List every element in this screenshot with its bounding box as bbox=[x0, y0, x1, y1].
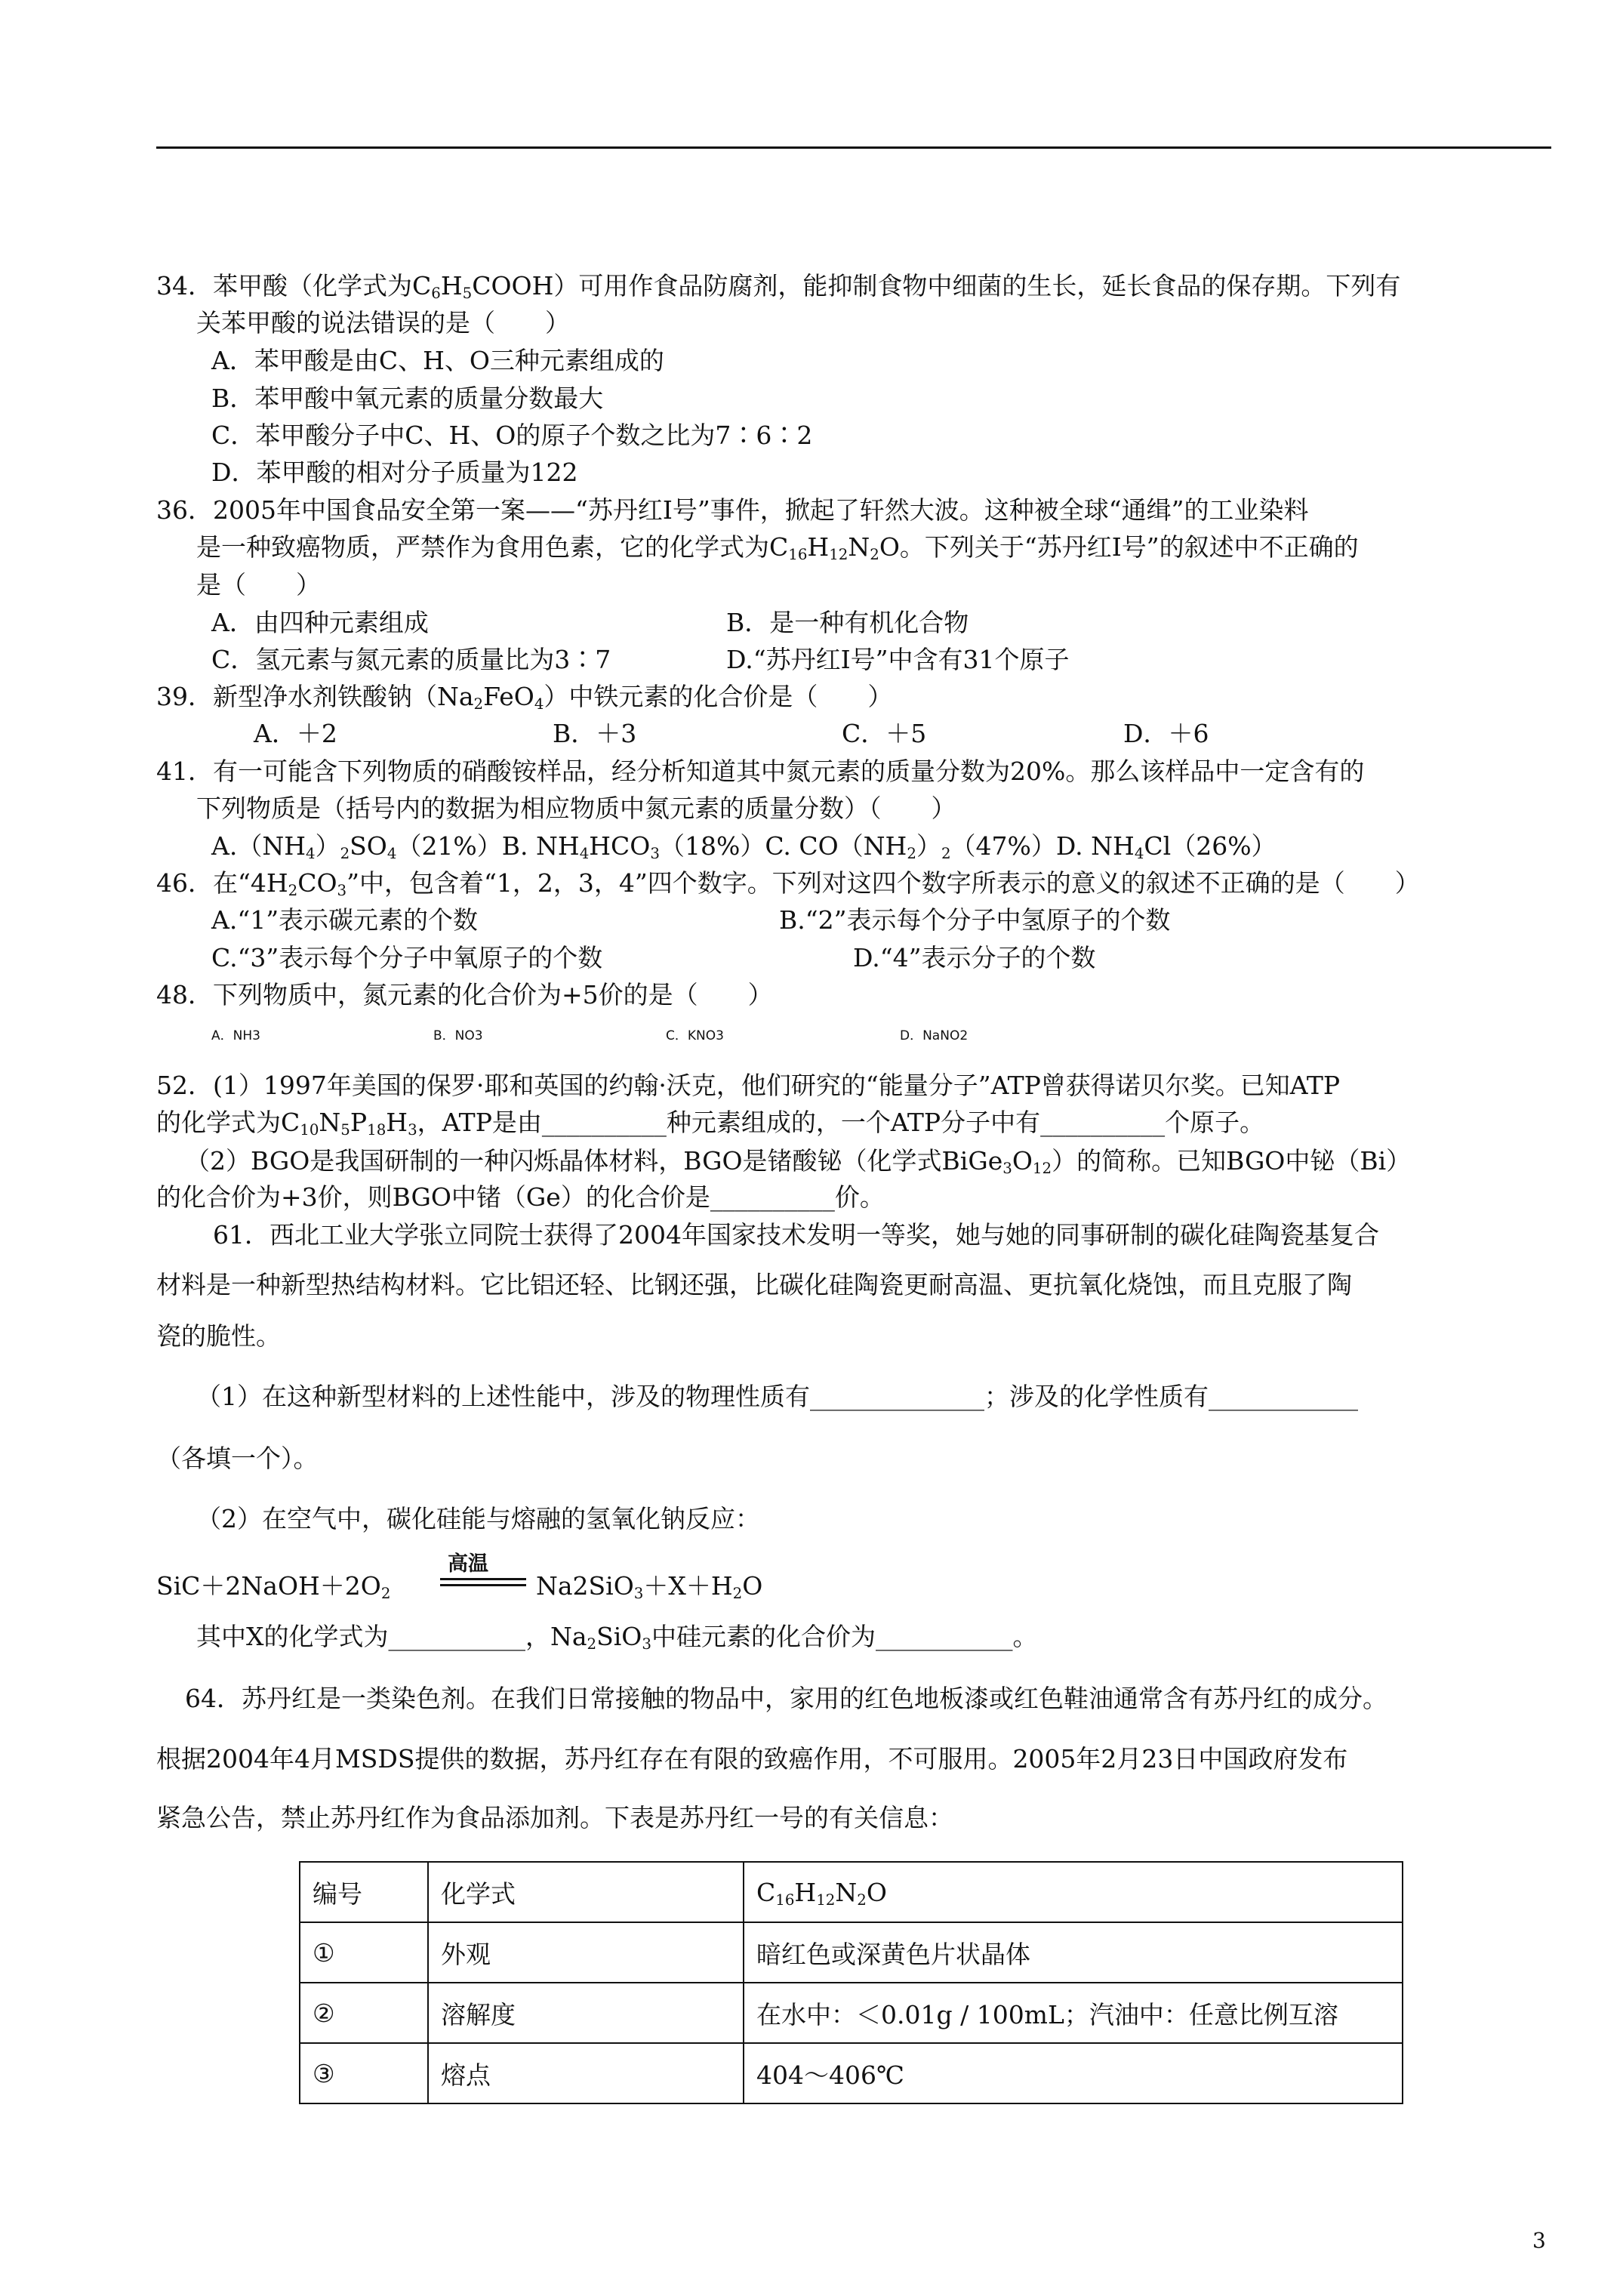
q61-sub1b: （各填一个）。 bbox=[156, 1444, 319, 1473]
q36-line3: 是（ ） bbox=[196, 570, 321, 599]
q52-line2: 的化学式为$C_{10}N_5P_{18}H_3$，ATP是由__________种元素组成的，一个ATP分子中有__________个原子。 bbox=[156, 1108, 1265, 1139]
q36-option-b: B．是一种有机化合物 bbox=[726, 608, 969, 637]
q48-option-d: D．NaNO2 bbox=[900, 1028, 969, 1043]
q64-line3: 紧急公告，禁止苏丹红作为食品添加剂。下表是苏丹红一号的有关信息： bbox=[156, 1803, 953, 1832]
table-header-row bbox=[300, 1862, 1403, 1922]
table-cell-formula-label: 化学式 bbox=[428, 1862, 744, 1922]
q34-line1: 34．苯甲酸（化学式为$C_6H_5COOH$）可用作食品防腐剂，能抑制食物中细菌的生长，延长食品的保存期。下列有 bbox=[156, 271, 1401, 302]
q34-line2: 关苯甲酸的说法错误的是（ ） bbox=[196, 308, 570, 337]
table-cell-number-header: 编号 bbox=[300, 1862, 428, 1922]
table-cell-property: 溶解度 bbox=[428, 1983, 744, 2043]
q52-line1: 52．(1）1997年美国的保罗·耶和英国的约翰·沃克，他们研究的“能量分子”ATP曾获得诺贝尔奖。已知ATP bbox=[156, 1071, 1341, 1100]
q46-option-a: A.“1”表示碳元素的个数 bbox=[211, 905, 479, 935]
table-cell-number: ① bbox=[300, 1922, 428, 1983]
q61-equation-condition: 高温 bbox=[448, 1552, 488, 1576]
q36-line1: 36．2005年中国食品安全第一案——“苏丹红Ⅰ号”事件，掀起了轩然大波。这种被全球“通缉”的工业染料 bbox=[156, 495, 1309, 525]
q61-line1: 61．西北工业大学张立同院士获得了2004年国家技术发明一等奖，她与她的同事研制的碳化硅陶瓷基复合 bbox=[213, 1220, 1379, 1250]
q39-option-a: A．＋2 bbox=[254, 719, 337, 748]
q41-line2: 下列物质是（括号内的数据为相应物质中氮元素的质量分数）（ ） bbox=[196, 794, 956, 823]
table-cell-number: ③ bbox=[300, 2043, 428, 2103]
table-cell-value: 在水中：＜0.01g / 100mL；汽油中：任意比例互溶 bbox=[744, 1983, 1403, 2043]
table-cell-value: 404～406℃ bbox=[744, 2043, 1403, 2103]
q64-line2: 根据2004年4月MSDS提供的数据，苏丹红存在有限的致癌作用，不可服用。2005年2月23日中国政府发布 bbox=[156, 1744, 1348, 1774]
q34-option-a: A．苯甲酸是由C、H、O三种元素组成的 bbox=[211, 346, 664, 375]
equals-bar-bottom bbox=[440, 1584, 526, 1586]
q41-option-c: C. $CO(NH_2)_2(47\%)$ bbox=[765, 831, 1056, 862]
header-rule bbox=[156, 146, 1551, 149]
q36-option-c: C．氢元素与氮元素的质量比为3∶7 bbox=[211, 645, 611, 674]
q48-line1: 48．下列物质中，氮元素的化合价为+5价的是（ ） bbox=[156, 980, 773, 1009]
q61-answer-line: 其中X的化学式为___________，$Na_2SiO_3$中硅元素的化合价为___________。 bbox=[196, 1622, 1038, 1653]
q36-option-a: A．由四种元素组成 bbox=[211, 608, 429, 637]
table-cell-value: 暗红色或深黄色片状晶体 bbox=[744, 1922, 1403, 1983]
table-row bbox=[300, 1922, 1403, 1983]
q39-option-c: C．＋5 bbox=[842, 719, 927, 748]
q41-option-d: D. $NH_4Cl(26\%)$ bbox=[1055, 831, 1277, 862]
table-cell-property: 熔点 bbox=[428, 2043, 744, 2103]
q61-sub2: （2）在空气中，碳化硅能与熔融的氢氧化钠反应： bbox=[196, 1504, 760, 1533]
q46-option-d: D.“4”表示分子的个数 bbox=[853, 943, 1096, 972]
table-cell-number: ② bbox=[300, 1983, 428, 2043]
q61-line2: 材料是一种新型热结构材料。它比铝还轻、比钢还强，比碳化硅陶瓷更耐高温、更抗氧化烧蚀，而且克服了陶 bbox=[156, 1270, 1352, 1299]
q52-line4: 的化合价为+3价，则BGO中锗（Ge）的化合价是__________价。 bbox=[156, 1182, 885, 1212]
table-row bbox=[300, 1983, 1403, 2043]
q34-option-d: D．苯甲酸的相对分子质量为122 bbox=[211, 458, 578, 487]
q39-option-d: D．＋6 bbox=[1123, 719, 1209, 748]
equals-bar-top bbox=[440, 1578, 526, 1580]
q64-line1: 64．苏丹红是一类染色剂。在我们日常接触的物品中，家用的红色地板漆或红色鞋油通常含有苏丹红的成分。 bbox=[185, 1684, 1387, 1713]
q52-line3: （2）BGO是我国研制的一种闪烁晶体材料，BGO是锗酸铋（化学式$BiGe_3O_{12}$）的简称。已知BGO中铋（Bi） bbox=[185, 1146, 1412, 1177]
q61-line3: 瓷的脆性。 bbox=[156, 1321, 281, 1351]
q39-option-b: B．＋3 bbox=[553, 719, 637, 748]
q34-option-b: B．苯甲酸中氧元素的质量分数最大 bbox=[211, 384, 604, 413]
q48-option-b: B．NO3 bbox=[433, 1028, 483, 1043]
sudan-red-info-table bbox=[299, 1861, 1403, 2104]
q41-line1: 41．有一可能含下列物质的硝酸铵样品，经分析知道其中氮元素的质量分数为20%。那么该样品中一定含有的 bbox=[156, 757, 1365, 786]
q46-line1: 46．在“$4H_2CO_3$”中，包含着“1，2，3，4”四个数字。下列对这四个数字所表示的意义的叙述不正确的是（ ） bbox=[156, 868, 1420, 899]
q46-option-b: B.“2”表示每个分子中氢原子的个数 bbox=[779, 905, 1171, 935]
page-number: 3 bbox=[1532, 2228, 1546, 2253]
q61-sub1: （1）在这种新型材料的上述性能中，涉及的物理性质有______________；涉及的化学性质有____________ bbox=[196, 1382, 1358, 1411]
q39-line1: 39．新型净水剂铁酸钠$(Na_2FeO_4)$中铁元素的化合价是（ ） bbox=[156, 682, 893, 713]
table-cell-formula-value: $C_{16}H_{12}N_2O$ bbox=[744, 1862, 1403, 1922]
q36-option-d: D.“苏丹红Ⅰ号”中含有31个原子 bbox=[726, 645, 1070, 674]
table-row bbox=[300, 2043, 1403, 2103]
table-cell-property: 外观 bbox=[428, 1922, 744, 1983]
q61-equation-right: $Na2SiO_3+X+H_2O$ bbox=[536, 1571, 763, 1602]
q48-option-c: C．KNO3 bbox=[666, 1028, 724, 1043]
q41-option-b: B. $NH_4HCO_3(18\%)$ bbox=[501, 831, 765, 862]
q46-option-c: C.“3”表示每个分子中氧原子的个数 bbox=[211, 943, 603, 972]
q48-option-a: A．NH3 bbox=[211, 1028, 260, 1043]
q34-option-c: C．苯甲酸分子中C、H、O的原子个数之比为7∶6∶2 bbox=[211, 421, 813, 450]
q41-option-a: $A.(NH_4)_2SO_4(21\%)$ bbox=[211, 831, 502, 862]
q41-options bbox=[211, 831, 1277, 861]
q36-line2: 是一种致癌物质，严禁作为食用色素，它的化学式为$C_{16}H_{12}N_2O$。下列关于“苏丹红Ⅰ号”的叙述中不正确的 bbox=[196, 532, 1359, 563]
q61-equation-left: $SiC+2NaOH+2O_2$ bbox=[156, 1571, 391, 1602]
